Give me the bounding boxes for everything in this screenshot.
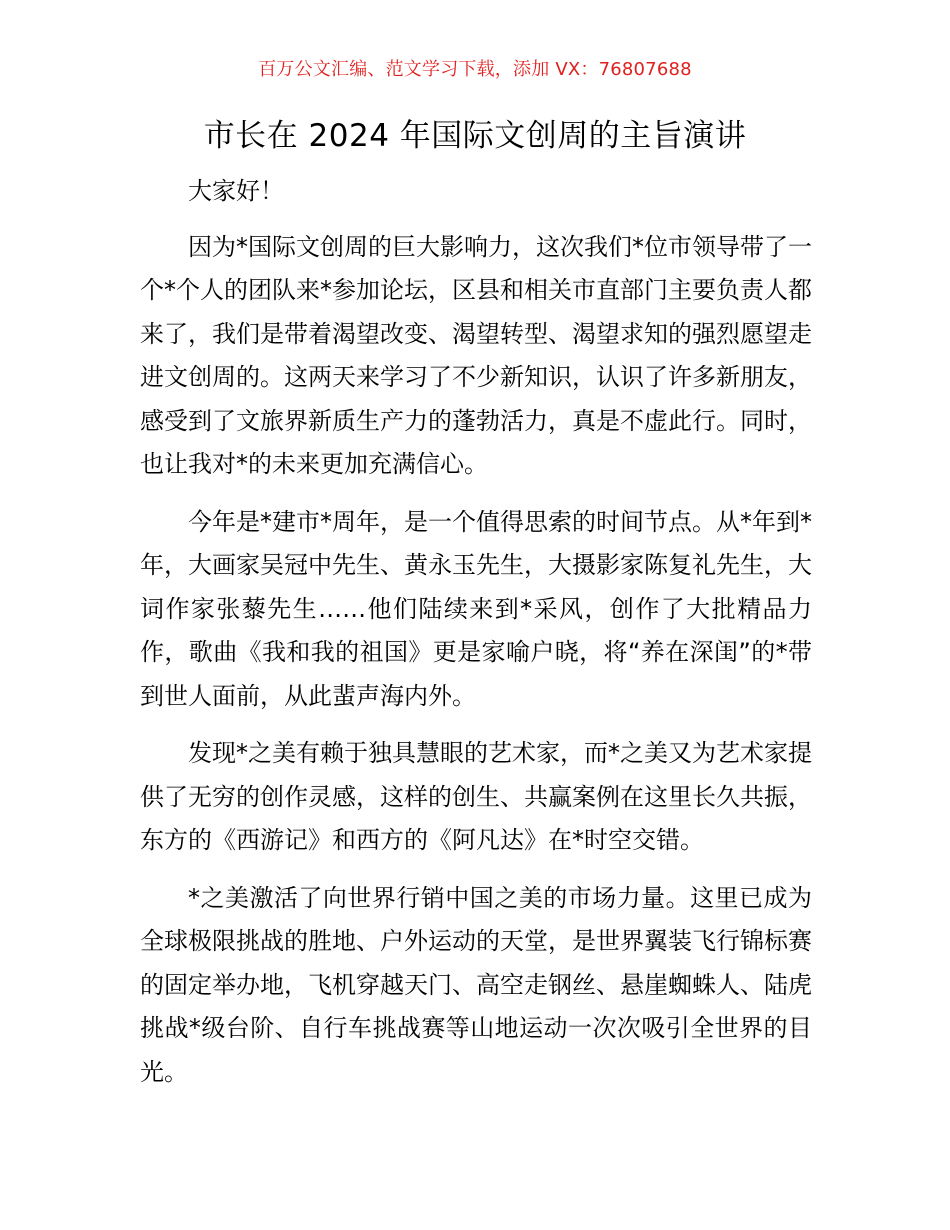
greeting-paragraph: 大家好！	[188, 177, 284, 205]
document-title: 市长在 2024 年国际文创周的主旨演讲	[203, 118, 747, 154]
body-paragraph-4: *之美激活了向世界行销中国之美的市场力量。这里已成为全球极限挑战的胜地、户外运动的天堂，是世界翼装飞行锦标赛的固定举办地，飞机穿越天门、高空走钢丝、悬崖蜘蛛人、陆虎挑战*级台阶、自行车挑战赛等山地运动一次次吸引全世界的目光。	[140, 883, 812, 1086]
header-watermark-note: 百万公文汇编、范文学习下载，添加 VX：76807688	[258, 59, 692, 80]
document-body	[140, 170, 812, 1108]
body-paragraph-1: 因为*国际文创周的巨大影响力，这次我们*位市领导带了一个*个人的团队来*参加论坛，区县和相关市直部门主要负责人都来了，我们是带着渴望改变、渴望转型、渴望求知的强烈愿望走进文创周的。这两天来学习了不少新知识，认识了许多新朋友，感受到了文旅界新质生产力的蓬勃活力，真是不虚此行。同时，也让我对*的未来更加充满信心。	[140, 232, 812, 478]
body-paragraph-2: 今年是*建市*周年，是一个值得思索的时间节点。从*年到*年，大画家吴冠中先生、黄永玉先生，大摄影家陈复礼先生，大词作家张藜先生……他们陆续来到*采风，创作了大批精品力作，歌曲《我和我的祖国》更是家喻户晓，将“养在深闺”的*带到世人面前，从此蜚声海内外。	[140, 507, 812, 710]
body-paragraph-3: 发现*之美有赖于独具慧眼的艺术家，而*之美又为艺术家提供了无穷的创作灵感，这样的创生、共赢案例在这里长久共振，东方的《西游记》和西方的《阿凡达》在*时空交错。	[140, 739, 812, 854]
